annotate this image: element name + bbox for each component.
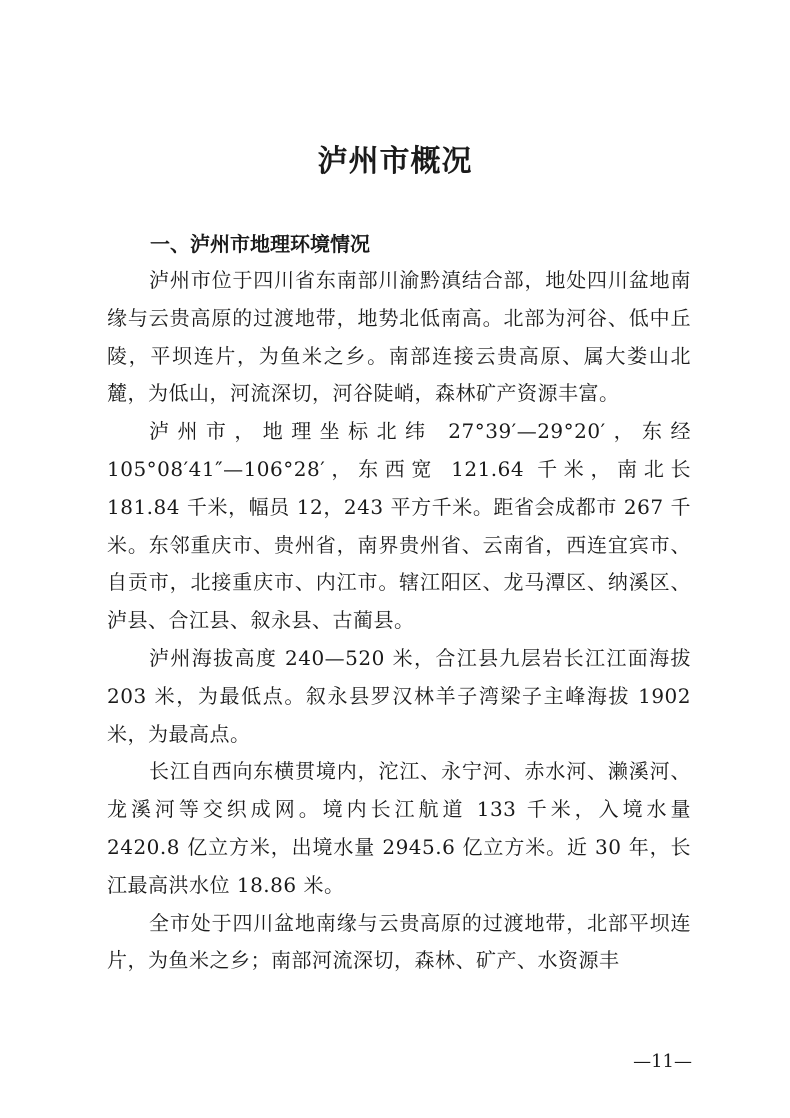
paragraph-rivers: 长江自西向东横贯境内，沱江、永宁河、赤水河、濑溪河、龙溪河等交织成网。境内长江航道 133 千米，入境水量 2420.8 亿立方米，出境水量 2945.6 亿立方米。近 30 年，长江最高洪水位 18.86 米。 [107,759,691,897]
paragraph-coordinates: 泸州市，地理坐标北纬 27°39′—29°20′，东经 105°08′41″—106°28′，东西宽 121.64 千米，南北长 181.84 千米，幅员 12，243 平方千米。距省会成都市 267 千米。东邻重庆市、贵州省，南界贵州省、云南省，西连宜宾市、自贡市，北接重庆市、内江市。辖江阳区、龙马潭区、纳溪区、泸县、合江县、叙永县、古蔺县。 [107,419,691,633]
paragraph-location: 泸州市位于四川省东南部川渝黔滇结合部，地处四川盆地南缘与云贵高原的过渡地带，地势北低南高。北部为河谷、低中丘陵，平坝连片，为鱼米之乡。南部连接云贵高原、属大娄山北麓，为低山，河流深切，河谷陡峭，森林矿产资源丰富。 [107,268,691,406]
paragraph-resources: 全市处于四川盆地南缘与云贵高原的过渡地带，北部平坝连片，为鱼米之乡；南部河流深切，森林、矿产、水资源丰 [107,910,691,973]
body-text [107,262,691,980]
page-number: —11— [633,1051,692,1072]
document-title: 泸州市概况 [317,144,473,179]
paragraph-elevation: 泸州海拔高度 240—520 米，合江县九层岩长江江面海拔 203 米，为最低点。叙永县罗汉林羊子湾梁子主峰海拔 1902 米，为最高点。 [107,645,691,746]
section-heading: 一、泸州市地理环境情况 [150,232,370,256]
